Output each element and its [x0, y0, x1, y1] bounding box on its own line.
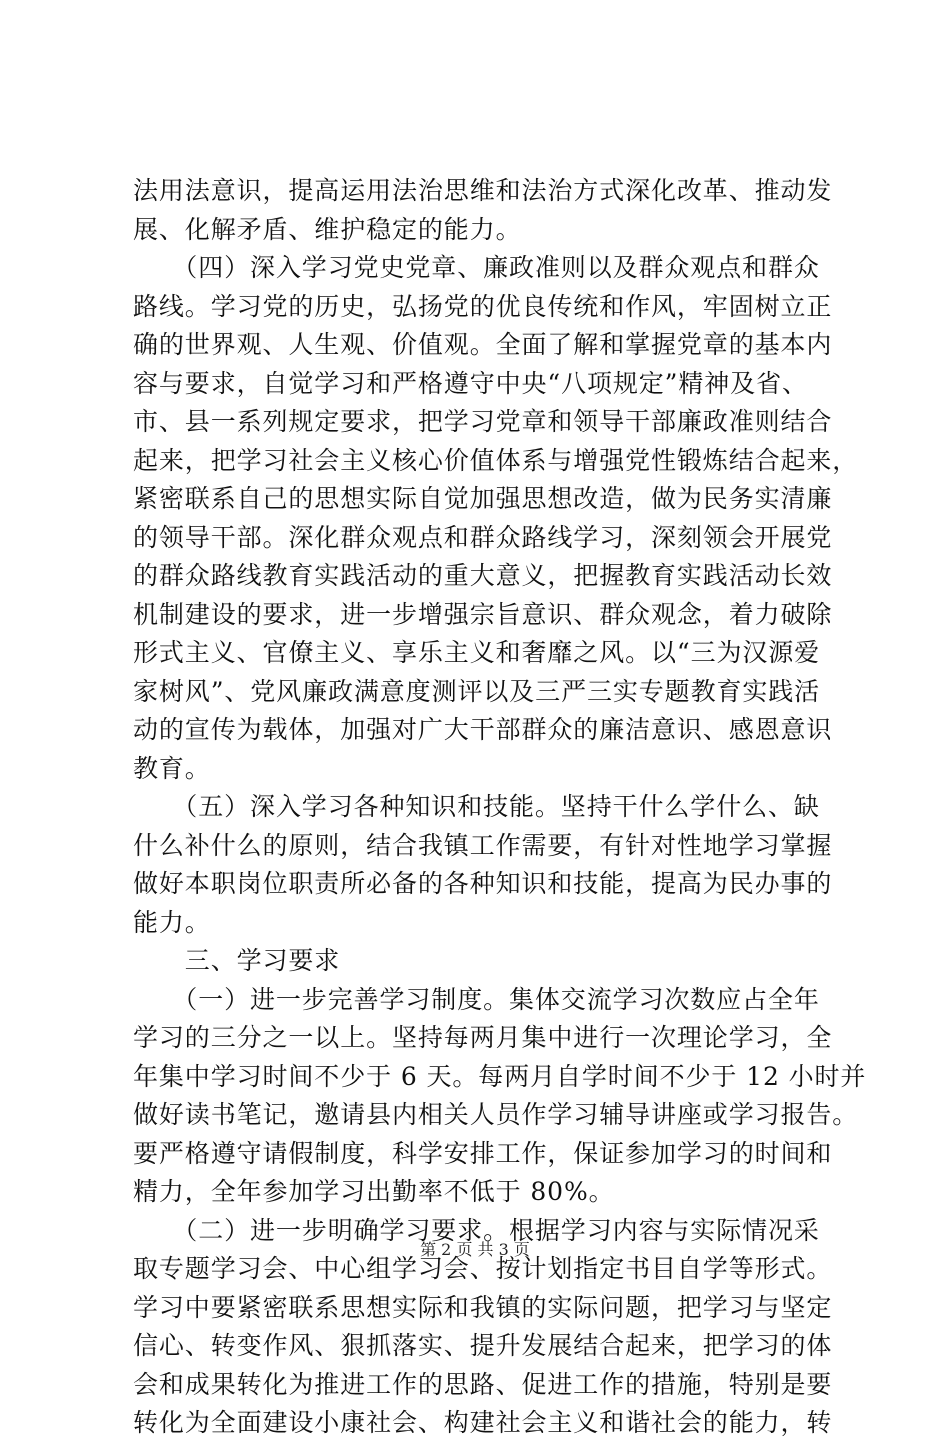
text-line: 形式主义、官僚主义、享乐主义和奢靡之风。以“三为汉源爱	[133, 638, 821, 667]
text-line: （二）进一步明确学习要求。根据学习内容与实际情况采	[133, 1215, 820, 1245]
text-line: 展、化解矛盾、维护稳定的能力。	[133, 214, 522, 244]
text-line: 学习中要紧密联系思想实际和我镇的实际问题，把学习与坚定	[133, 1292, 833, 1322]
text-line: 市、县一系列规定要求，把学习党章和领导干部廉政准则结合	[133, 407, 833, 436]
section-heading: 三、学习要求	[133, 946, 341, 975]
text-line: 起来，把学习社会主义核心价值体系与增强党性锻炼结合起来，	[133, 445, 859, 475]
text-line: 的群众路线教育实践活动的重大意义，把握教育实践活动长效	[133, 561, 833, 590]
text-line: 路线。学习党的历史，弘扬党的优良传统和作风，牢固树立正	[133, 291, 833, 321]
text-line: 做好读书笔记，邀请县内相关人员作学习辅导讲座或学习报告。	[133, 1100, 859, 1129]
text-line: （四）深入学习党史党章、廉政准则以及群众观点和群众	[133, 253, 820, 282]
text-line: 年集中学习时间不少于 6 天。每两月自学时间不少于 12 小时并	[133, 1061, 867, 1091]
text-line: （五）深入学习各种知识和技能。坚持干什么学什么、缺	[133, 792, 820, 821]
text-line: 动的宣传为载体，加强对广大干部群众的廉洁意识、感恩意识	[133, 715, 833, 744]
text-line: 法用法意识，提高运用法治思维和法治方式深化改革、推动发	[133, 176, 833, 205]
text-line: 容与要求，自觉学习和严格遵守中央“八项规定”精神及省、	[133, 368, 808, 398]
text-line: 确的世界观、人生观、价值观。全面了解和掌握党章的基本内	[133, 330, 833, 359]
text-line: 机制建设的要求，进一步增强宗旨意识、群众观念，着力破除	[133, 599, 833, 629]
text-line: 的领导干部。深化群众观点和群众路线学习，深刻领会开展党	[133, 522, 833, 552]
text-line: 学习的三分之一以上。坚持每两月集中进行一次理论学习，全	[133, 1023, 833, 1052]
text-line: 取专题学习会、中心组学习会、按计划指定书目自学等形式。	[133, 1254, 833, 1283]
text-line: 教育。	[133, 753, 211, 783]
text-line: 要严格遵守请假制度，科学安排工作，保证参加学习的时间和	[133, 1138, 833, 1168]
text-line: 家树风”、党风廉政满意度测评以及三严三实专题教育实践活	[133, 676, 821, 706]
text-line: 什么补什么的原则，结合我镇工作需要，有针对性地学习掌握	[133, 830, 833, 860]
text-line: 精力，全年参加学习出勤率不低于 80%。	[133, 1177, 615, 1206]
page-number-footer: 第 2 页 共 3 页	[420, 1240, 530, 1259]
text-line: 紧密联系自己的思想实际自觉加强思想改造，做为民务实清廉	[133, 484, 833, 513]
text-line: （一）进一步完善学习制度。集体交流学习次数应占全年	[133, 984, 820, 1014]
text-line: 做好本职岗位职责所必备的各种知识和技能，提高为民办事的	[133, 869, 833, 898]
text-line: 能力。	[133, 907, 211, 937]
text-line: 信心、转变作风、狠抓落实、提升发展结合起来，把学习的体	[133, 1331, 833, 1360]
text-line: 会和成果转化为推进工作的思路、促进工作的措施，特别是要	[133, 1369, 833, 1399]
text-line: 转化为全面建设小康社会、构建社会主义和谐社会的能力，转	[133, 1408, 833, 1437]
